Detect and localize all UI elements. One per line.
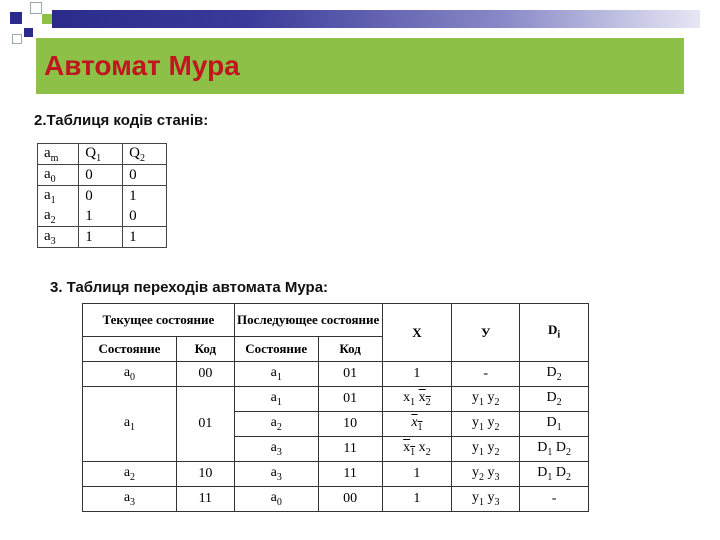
page-title: Автомат Мура: [44, 50, 240, 81]
table-cell: 11: [318, 462, 382, 487]
header-next-state: Последующее состояние: [234, 304, 382, 337]
table-cell: 0: [79, 186, 123, 207]
table-cell: 10: [318, 412, 382, 437]
table-cell: 01: [176, 387, 234, 462]
section-heading-codes: 2.Таблиця кодів станів:: [34, 112, 209, 129]
table-cell: $Q_2$: [123, 144, 167, 165]
table-cell: $y_1$ $y_3$: [452, 487, 520, 512]
header-current-state: Текущее состояние: [83, 304, 235, 337]
table-cell: $y_1$ $y_2$: [452, 387, 520, 412]
table-cell: $a_1$: [234, 387, 318, 412]
section-heading-transitions: 3. Таблиця переходів автомата Мура:: [50, 279, 329, 296]
decor-square-3: [42, 14, 52, 24]
table-cell: -: [520, 487, 589, 512]
header-d: $D_i$: [520, 304, 589, 362]
table-row: [83, 304, 589, 337]
table-cell: $a_3$: [83, 487, 177, 512]
table-cell: -: [452, 362, 520, 387]
codes-table: [37, 143, 167, 248]
table-cell: $a_2$: [38, 206, 79, 227]
table-cell: 1: [123, 186, 167, 207]
table-cell: $a_1$: [38, 186, 79, 207]
title-banner: [36, 38, 684, 94]
table-cell: 1: [382, 462, 452, 487]
table-cell: 00: [176, 362, 234, 387]
table-cell: 0: [123, 206, 167, 227]
table-row: [83, 487, 589, 512]
table-cell: $D_2$: [520, 362, 589, 387]
table-cell: $a_3$: [234, 462, 318, 487]
table-cell: $\overline{x}_1$ $x_2$: [382, 437, 452, 462]
table-cell: 1: [382, 487, 452, 512]
table-cell: 11: [176, 487, 234, 512]
table-row: [38, 206, 167, 227]
table-cell: $y_1$ $y_2$: [452, 437, 520, 462]
table-cell: $D_1$: [520, 412, 589, 437]
table-cell: 11: [318, 437, 382, 462]
table-cell: $a_0$: [234, 487, 318, 512]
table-cell: $a_m$: [38, 144, 79, 165]
table-cell: $D_2$: [520, 387, 589, 412]
table-cell: $Q_1$: [79, 144, 123, 165]
table-cell: 00: [318, 487, 382, 512]
table-row: [83, 387, 589, 412]
table-cell: $D_1$ $D_2$: [520, 462, 589, 487]
decor-square-5: [12, 34, 22, 44]
table-cell: 1: [123, 227, 167, 248]
table-row: [38, 186, 167, 207]
subheader-state-2: Состояние: [234, 337, 318, 362]
table-cell: 01: [318, 387, 382, 412]
decor-square-2: [30, 2, 42, 14]
table-cell: $a_0$: [38, 165, 79, 186]
table-row: [83, 462, 589, 487]
table-cell: $a_0$: [83, 362, 177, 387]
table-cell: $a_3$: [234, 437, 318, 462]
header-gradient-bar: [52, 10, 700, 28]
header-y: У: [452, 304, 520, 362]
table-cell: 0: [79, 165, 123, 186]
table-row: [38, 144, 167, 165]
table-cell: $a_2$: [83, 462, 177, 487]
table-cell: 01: [318, 362, 382, 387]
table-cell: 1: [382, 362, 452, 387]
table-cell: $x_1$ $\overline{x}_2$: [382, 387, 452, 412]
table-row: [38, 165, 167, 186]
table-cell: 10: [176, 462, 234, 487]
table-cell: $y_1$ $y_2$: [452, 412, 520, 437]
table-row: [83, 362, 589, 387]
decor-square-1: [10, 12, 22, 24]
table-cell: $D_1$ $D_2$: [520, 437, 589, 462]
table-cell: $a_3$: [38, 227, 79, 248]
table-cell: $a_2$: [234, 412, 318, 437]
subheader-code: Код: [176, 337, 234, 362]
subheader-state: Состояние: [83, 337, 177, 362]
table-cell: $a_1$: [83, 387, 177, 462]
table-cell: 0: [123, 165, 167, 186]
table-cell: 1: [79, 206, 123, 227]
table-cell: $y_2$ $y_3$: [452, 462, 520, 487]
table-cell: $\overline{x}_1$: [382, 412, 452, 437]
table-cell: $a_1$: [234, 362, 318, 387]
transitions-table: [82, 303, 589, 512]
decor-square-4: [24, 28, 33, 37]
table-row: [38, 227, 167, 248]
table-cell: 1: [79, 227, 123, 248]
header-x: X: [382, 304, 452, 362]
subheader-code-2: Код: [318, 337, 382, 362]
